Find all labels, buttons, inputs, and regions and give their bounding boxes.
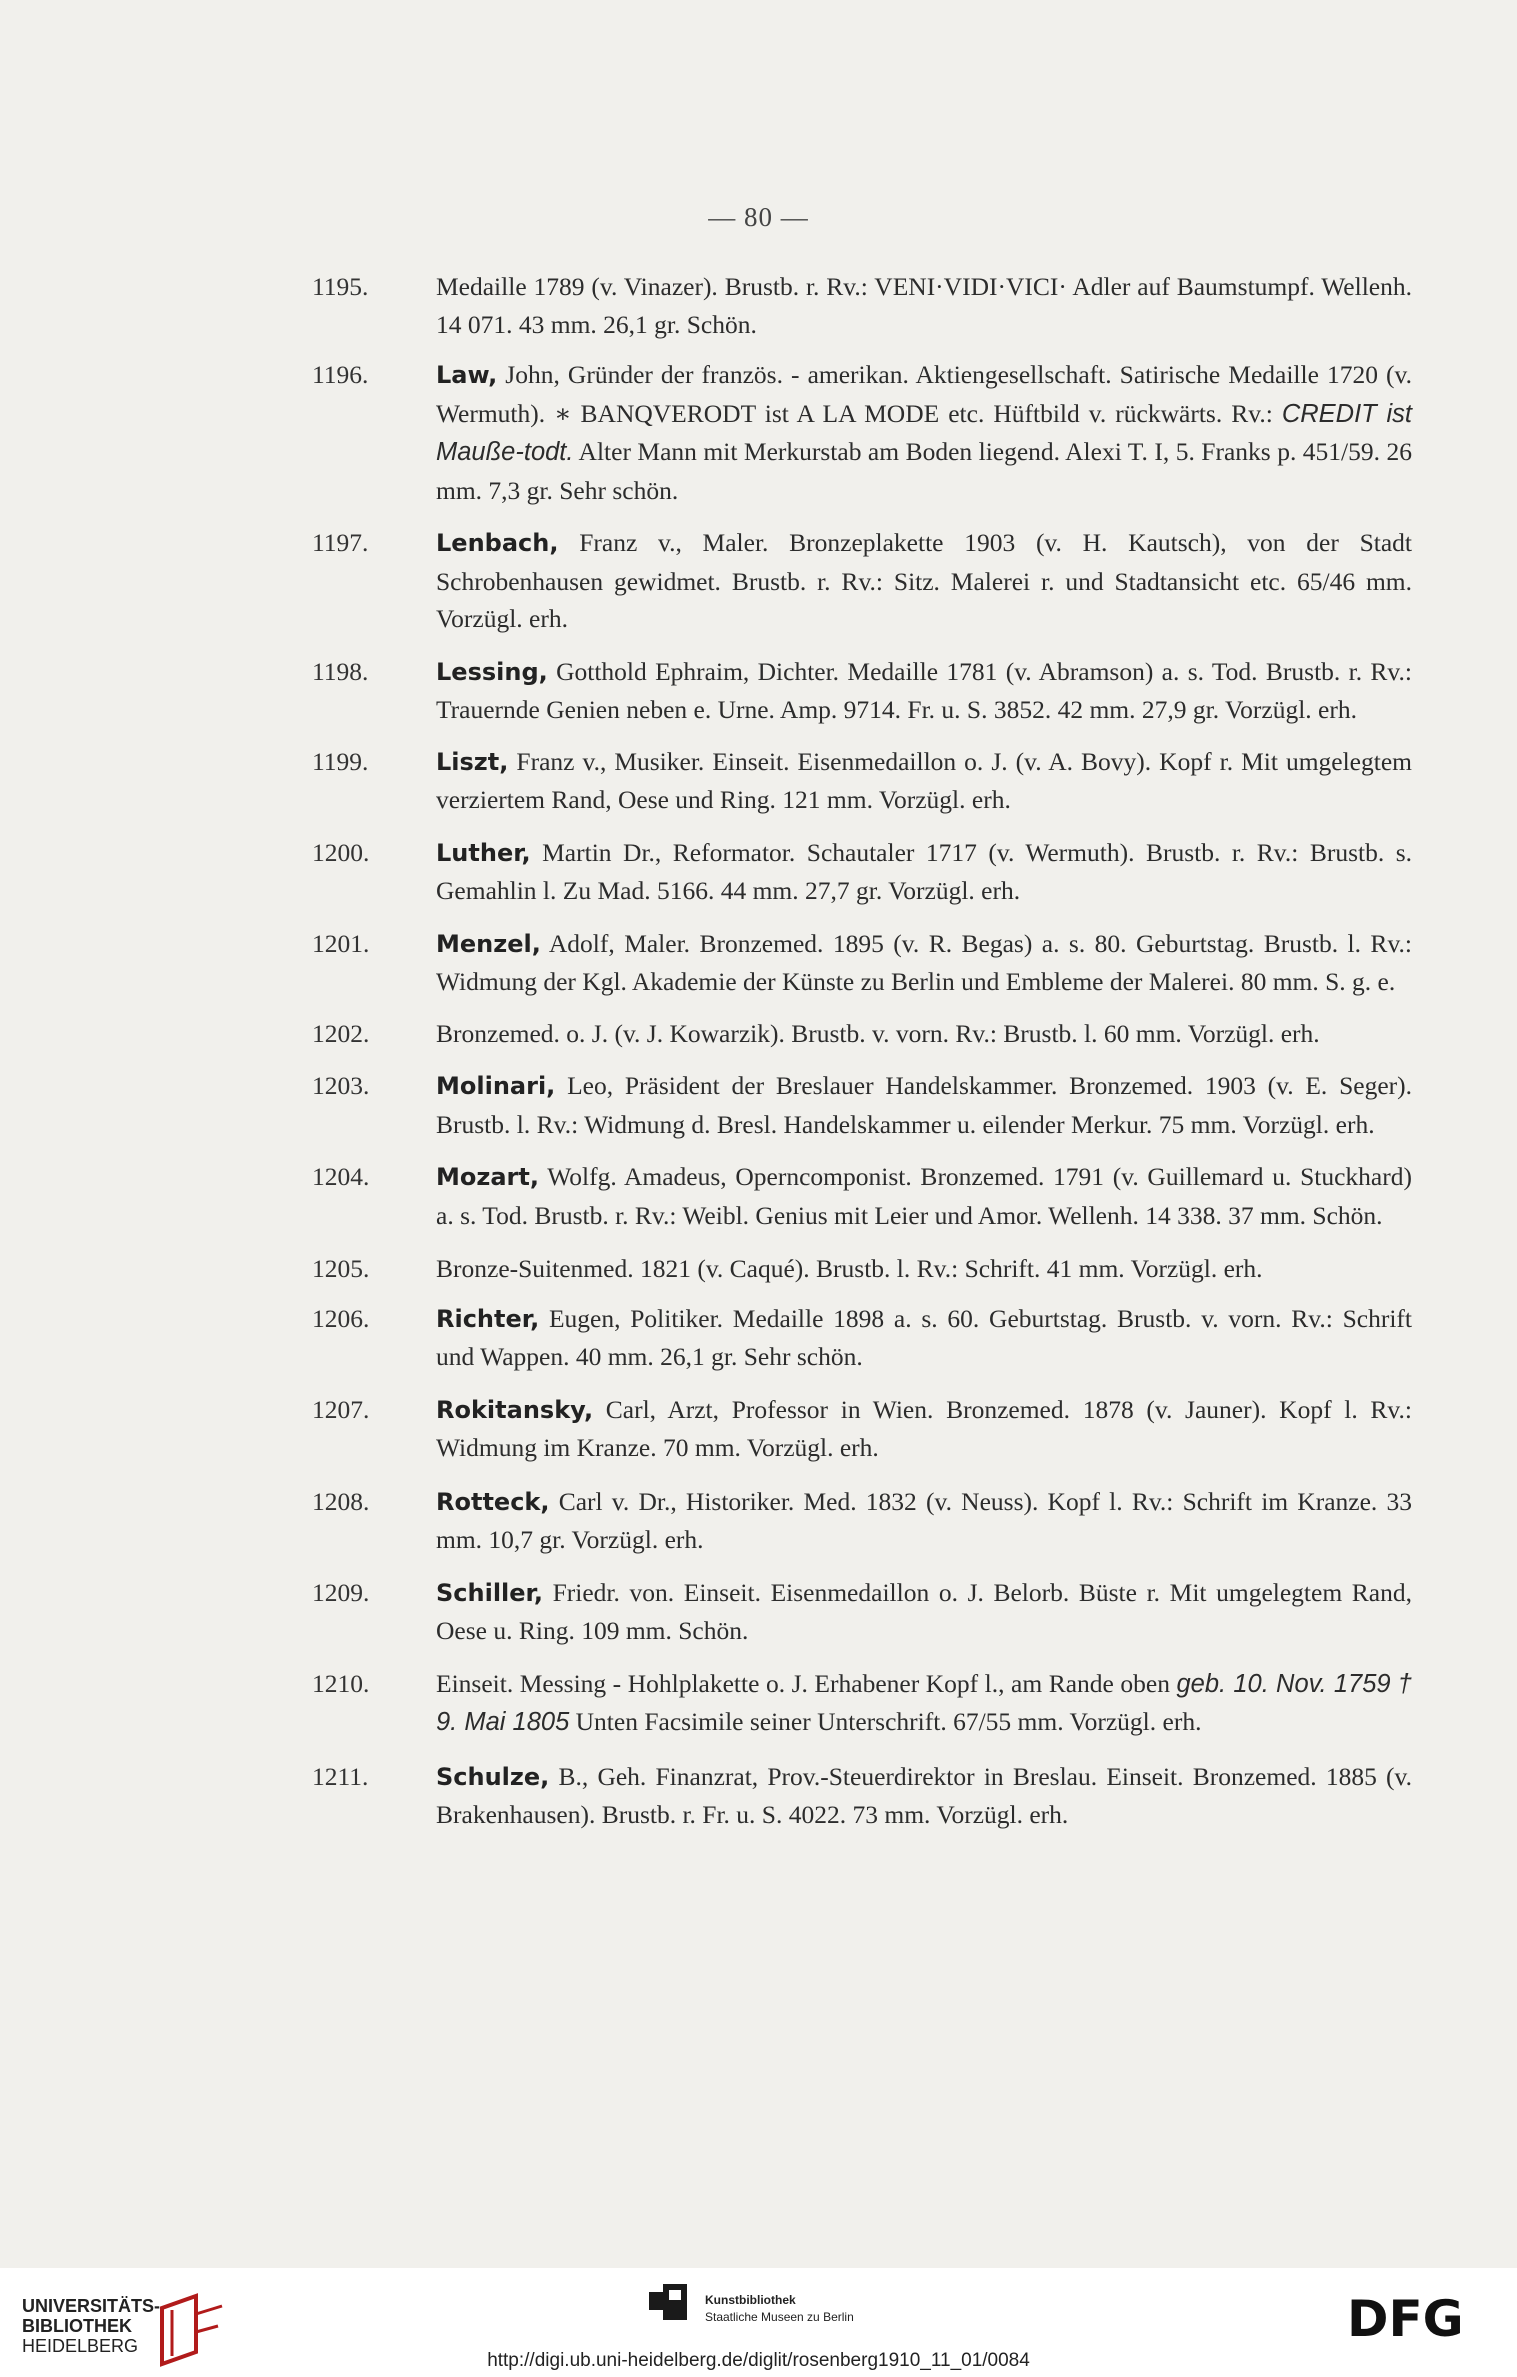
catalog-entry-1211: [300, 1758, 1412, 1834]
catalog-entry-1197: [300, 524, 1412, 638]
catalog-list: [300, 268, 1412, 1834]
entry-name: Rokitansky,: [436, 1395, 594, 1424]
dfg-wordmark: DFG: [1347, 2294, 1464, 2342]
ub-line-1: UNIVERSITÄTS-: [22, 2296, 161, 2316]
entry-number: 1198.: [312, 656, 369, 686]
entry-number: 1207.: [312, 1394, 370, 1424]
entry-name: Lenbach,: [436, 529, 559, 557]
entry-number: 1200.: [312, 837, 370, 867]
entry-number: 1208.: [312, 1486, 370, 1516]
entry-text: Franz v., Musiker. Einseit. Eisenmedaillon o. J. (v. A. Bovy). Kopf r. Mit umgelegtem verziertem Rand, Oese und Ring. 121 mm. Vorzügl. erh.: [436, 746, 1412, 814]
catalog-entry-1196: [300, 356, 1412, 509]
entry-text: Gotthold Ephraim, Dichter. Medaille 1781 (v. Abramson) a. s. Tod. Brustb. r. Rv.: Trauernde Genien neben e. Urne. Amp. 9714. Fr. u. S. 3852. 42 mm. 27,9 gr. Vorzügl. erh.: [436, 656, 1412, 724]
entry-text: Martin Dr., Reformator. Schautaler 1717 (v. Wermuth). Brustb. r. Rv.: Brustb. s. Gemahlin l. Zu Mad. 5166. 44 mm. 27,7 gr. Vorzügl. erh.: [436, 837, 1412, 905]
entry-name: Schiller,: [436, 1578, 543, 1607]
entry-text: Bronzemed. o. J. (v. J. Kowarzik). Brustb. v. vorn. Rv.: Brustb. l. 60 mm. Vorzügl. erh.: [436, 1018, 1320, 1048]
catalog-entry-1207: [300, 1391, 1412, 1467]
kunstbibliothek-name: [705, 2292, 854, 2326]
entry-name: Richter,: [436, 1304, 540, 1333]
kb-line-2: Staatliche Museen zu Berlin: [705, 2310, 854, 2324]
catalog-entry-1199: [300, 743, 1412, 819]
entry-number: 1202.: [312, 1018, 370, 1048]
entry-number: 1211.: [312, 1761, 369, 1791]
entry-text: Carl v. Dr., Historiker. Med. 1832 (v. Neuss). Kopf l. Rv.: Schrift im Kranze. 33 mm. 10,7 gr. Vorzügl. erh.: [436, 1486, 1412, 1554]
ub-heidelberg-logo[interactable]: [22, 2296, 160, 2356]
entry-text: Medaille 1789 (v. Vinazer). Brustb. r. Rv.: VENI·VIDI·VICI· Adler auf Baumstumpf. Wellenh. 14 071. 43 mm. 26,1 gr. Schön.: [436, 272, 1412, 339]
entry-name: Lessing,: [436, 657, 548, 686]
entry-name: Molinari,: [436, 1072, 556, 1100]
entry-name: Liszt,: [436, 747, 509, 776]
entry-text: Wolfg. Amadeus, Operncomponist. Bronzemed. 1791 (v. Guillemard u. Stuckhard) a. s. Tod. Brustb. r. Rv.: Weibl. Genius mit Leier und Amor. Wellenh. 14 338. 37 mm. Schön.: [436, 1162, 1412, 1230]
catalog-entry-1195: [300, 268, 1412, 343]
entry-text: Adolf, Maler. Bronzemed. 1895 (v. R. Begas) a. s. 80. Geburtstag. Brustb. l. Rv.: Widmung der Kgl. Akademie der Künste zu Berlin und Embleme der Malerei. 80 mm. S. g. e.: [436, 928, 1412, 996]
catalog-entry-1200: [300, 834, 1412, 910]
entry-name: Luther,: [436, 838, 531, 867]
entry-text-continued: Unten Facsimile seiner Unterschrift. 67/55 mm. Vorzügl. erh.: [569, 1707, 1202, 1736]
permalink-url[interactable]: http://digi.ub.uni-heidelberg.de/diglit/rosenberg1910_11_01/0084: [487, 2350, 1030, 2371]
entry-number: 1201.: [312, 928, 370, 958]
entry-text: Franz v., Maler. Bronzeplakette 1903 (v. H. Kautsch), von der Stadt Schrobenhausen gewidmet. Brustb. r. Rv.: Sitz. Malerei r. und Stadtansicht etc. 65/46 mm. Vorzügl. erh.: [436, 528, 1412, 633]
catalog-entry-1204: [300, 1158, 1412, 1234]
entry-text: Einseit. Messing - Hohlplakette o. J. Erhabener Kopf l., am Rande oben: [436, 1668, 1177, 1698]
entry-number: 1195.: [312, 272, 369, 301]
entry-name: Schulze,: [436, 1762, 550, 1791]
entry-number: 1210.: [312, 1668, 370, 1698]
entry-text: B., Geh. Finanzrat, Prov.-Steuerdirektor in Breslau. Einseit. Bronzemed. 1885 (v. Brakenhausen). Brustb. r. Fr. u. S. 4022. 73 mm. Vorzügl. erh.: [436, 1761, 1412, 1829]
catalog-entry-1202: [300, 1015, 1412, 1053]
ub-line-2: BIBLIOTHEK: [22, 2316, 132, 2336]
ub-line-3: HEIDELBERG: [22, 2336, 139, 2356]
entry-number: 1199.: [312, 746, 369, 776]
entry-text: Leo, Präsident der Breslauer Handelskammer. Bronzemed. 1903 (v. E. Seger). Brustb. l. Rv.: Widmung d. Bresl. Handelskammer u. eilender Merkur. 75 mm. Vorzügl. erh.: [436, 1071, 1412, 1139]
footer-bar: [0, 2268, 1517, 2377]
entry-text: Carl, Arzt, Professor in Wien. Bronzemed. 1878 (v. Jauner). Kopf l. Rv.: Widmung im Kranze. 70 mm. Vorzügl. erh.: [436, 1394, 1412, 1462]
entry-text-continued: Alter Mann mit Merkurstab am Boden liegend. Alexi T. I, 5. Franks p. 451/59. 26 mm. 7,3 gr. Sehr schön.: [436, 437, 1412, 505]
kunstbibliothek-emblem-icon: [647, 2280, 691, 2324]
entry-number: 1196.: [312, 360, 369, 389]
entry-text: John, Gründer der französ. - amerikan. Aktiengesellschaft. Satirische Medaille 1720 (v. Wermuth). ∗ BANQVERODT ist A LA MODE etc. Hüftbild v. rückwärts. Rv.:: [436, 360, 1412, 428]
ub-heidelberg-name: [22, 2296, 160, 2356]
entry-text: Bronze-Suitenmed. 1821 (v. Caqué). Brustb. l. Rv.: Schrift. 41 mm. Vorzügl. erh.: [436, 1254, 1263, 1283]
entry-name: Mozart,: [436, 1163, 539, 1191]
entry-text: Eugen, Politiker. Medaille 1898 a. s. 60. Geburtstag. Brustb. v. vorn. Rv.: Schrift und Wappen. 40 mm. 26,1 gr. Sehr schön.: [436, 1303, 1412, 1371]
entry-text: Friedr. von. Einseit. Eisenmedaillon o. J. Belorb. Büste r. Mit umgelegtem Rand, Oese u. Ring. 109 mm. Schön.: [436, 1577, 1412, 1645]
entry-number: 1197.: [312, 528, 369, 557]
catalog-entry-1206: [300, 1300, 1412, 1376]
catalog-entry-1208: [300, 1483, 1412, 1559]
kunstbibliothek-logo[interactable]: [647, 2280, 854, 2329]
catalog-entry-1201: [300, 925, 1412, 1001]
catalog-entry-1203: [300, 1067, 1412, 1143]
entry-number: 1205.: [312, 1254, 370, 1283]
entry-number: 1204.: [312, 1162, 370, 1191]
entry-number: 1206.: [312, 1303, 370, 1333]
kb-line-1: Kunstbibliothek: [705, 2293, 796, 2307]
entry-name: Rotteck,: [436, 1487, 550, 1516]
catalog-entry-1209: [300, 1574, 1412, 1650]
entry-number: 1209.: [312, 1577, 370, 1607]
catalog-entry-1205: [300, 1250, 1412, 1288]
entry-inscription: CREDIT ist Mauße-todt.: [436, 399, 1412, 466]
entry-name: Law,: [436, 361, 498, 389]
dfg-logo[interactable]: [1347, 2294, 1497, 2347]
dfg-logo-icon: [1347, 2294, 1497, 2342]
entry-name: Menzel,: [436, 929, 541, 958]
page-number: — 80 —: [708, 202, 809, 232]
entry-number: 1203.: [312, 1071, 370, 1100]
entry-inscription: geb. 10. Nov. 1759 † 9. Mai 1805: [436, 1669, 1412, 1736]
catalog-entry-1210: [300, 1665, 1412, 1742]
catalog-entry-1198: [300, 653, 1412, 729]
